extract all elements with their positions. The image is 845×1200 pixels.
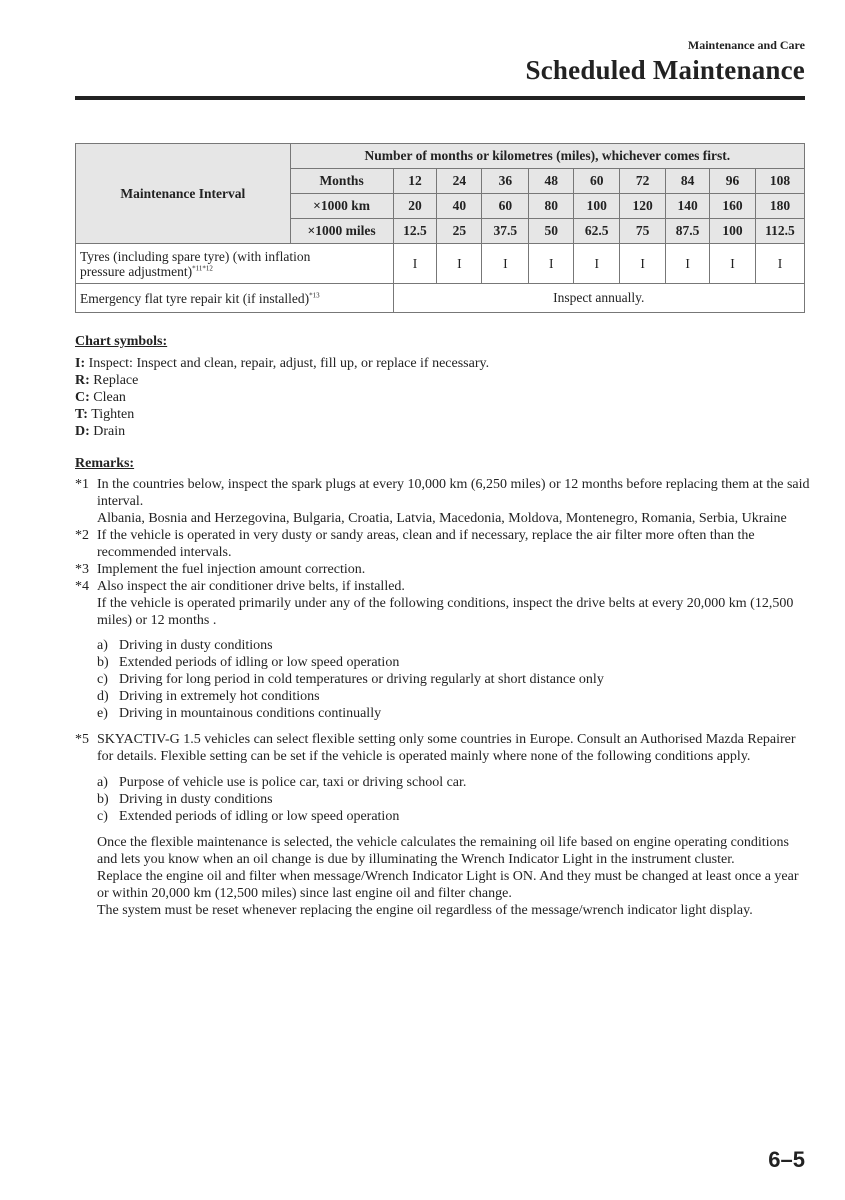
symbol-key: R:: [75, 373, 90, 388]
table-cell: 36: [482, 169, 529, 194]
footnote-ref: *11*12: [192, 264, 213, 272]
header-rule: [75, 96, 805, 100]
table-cell: 24: [437, 169, 482, 194]
table-cell: 62.5: [574, 219, 620, 244]
table-cell: 60: [574, 169, 620, 194]
list-mark: c): [97, 672, 108, 687]
table-cell: 96: [710, 169, 756, 194]
row-label: Months: [290, 169, 393, 194]
table-cell: 140: [666, 194, 710, 219]
list-text: Extended periods of idling or low speed operation: [119, 655, 400, 670]
table-cell: 160: [710, 194, 756, 219]
table-cell: 180: [755, 194, 804, 219]
interval-header: Maintenance Interval: [76, 144, 291, 244]
item-label: [76, 284, 394, 313]
symbol-text: Clean: [89, 390, 126, 405]
table-cell: 40: [437, 194, 482, 219]
condition-item: [97, 671, 810, 688]
tyres-row: [76, 244, 805, 284]
symbol-text: Drain: [89, 424, 126, 439]
remark-5: [75, 731, 810, 919]
remark-paragraph: Once the flexible maintenance is selected, the vehicle calculates the remaining oil life based on engine operating conditions and lets you know when an oil change is due by illuminating the Wrench Indicator Light in the instrument cluster.: [97, 835, 789, 867]
list-text: Purpose of vehicle use is police car, taxi or driving school car.: [119, 775, 467, 790]
list-text: Driving in extremely hot conditions: [119, 689, 320, 704]
table-cell: 12: [393, 169, 437, 194]
table-cell: I: [393, 244, 437, 284]
table-cell: 20: [393, 194, 437, 219]
remark-4: [75, 578, 810, 722]
remark-countries: Albania, Bosnia and Herzegovina, Bulgaria, Croatia, Latvia, Macedonia, Moldova, Montenegro, Romania, Serbia, Ukraine: [97, 511, 787, 526]
table-cell: 72: [620, 169, 666, 194]
table-cell: 75: [620, 219, 666, 244]
chart-symbols-heading: Chart symbols:: [75, 334, 168, 349]
table-cell: 100: [574, 194, 620, 219]
symbol-item: [75, 389, 810, 406]
table-cell: Inspect annually.: [393, 284, 805, 313]
table-cell: 25: [437, 219, 482, 244]
symbol-text: Tighten: [87, 407, 135, 422]
item-label-line2: pressure adjustment): [80, 263, 193, 279]
list-text: Driving in dusty conditions: [119, 638, 273, 653]
table-cell: 50: [529, 219, 574, 244]
remark-text: In the countries below, inspect the spark plugs at every 10,000 km (6,250 miles) or 12 months before replacing them at the said interval.: [97, 477, 810, 509]
list-text: Driving in dusty conditions: [119, 792, 273, 807]
remark-mark: *2: [75, 528, 89, 543]
list-mark: d): [97, 689, 109, 704]
table-cell: 120: [620, 194, 666, 219]
table-cell: 37.5: [482, 219, 529, 244]
table-cell: 48: [529, 169, 574, 194]
section-header: Maintenance and Care: [687, 38, 805, 52]
condition-item: [97, 774, 810, 791]
remark-2: [75, 527, 810, 561]
list-mark: a): [97, 638, 108, 653]
row-label: ×1000 miles: [290, 219, 393, 244]
symbol-text: Replace: [89, 373, 139, 388]
table-cell: 87.5: [666, 219, 710, 244]
list-mark: c): [97, 809, 108, 824]
symbol-key: C:: [75, 390, 90, 405]
list-mark: b): [97, 792, 109, 807]
item-label-line1: Tyres (including spare tyre) (with inflation: [80, 248, 311, 264]
item-label-text: Emergency flat tyre repair kit (if installed): [80, 290, 310, 306]
table-cell: I: [437, 244, 482, 284]
list-text: Driving for long period in cold temperatures or driving regularly at short distance only: [119, 672, 604, 687]
condition-item: [97, 654, 810, 671]
list-mark: b): [97, 655, 109, 670]
page-number: 6–5: [768, 1147, 805, 1172]
condition-item: [97, 808, 810, 825]
remark-mark: *4: [75, 579, 89, 594]
table-cell: 100: [710, 219, 756, 244]
list-text: Extended periods of idling or low speed operation: [119, 809, 400, 824]
table-cell: I: [755, 244, 804, 284]
table-cell: 12.5: [393, 219, 437, 244]
remark-text: Also inspect the air conditioner drive belts, if installed.: [97, 579, 405, 594]
table-cell: 112.5: [755, 219, 804, 244]
page-title: Scheduled Maintenance: [525, 55, 805, 85]
symbol-key: T:: [75, 407, 88, 422]
maintenance-table: [75, 143, 805, 313]
row-label: ×1000 km: [290, 194, 393, 219]
remark-1: [75, 476, 810, 527]
list-mark: a): [97, 775, 108, 790]
table-cell: I: [574, 244, 620, 284]
condition-item: [97, 688, 810, 705]
symbol-item: [75, 406, 810, 423]
item-label: [76, 244, 394, 284]
remark-text: If the vehicle is operated primarily under any of the following conditions, inspect the drive belts at every 20,000 km (12,500 miles) or 12 months .: [97, 596, 794, 628]
repair-kit-row: [76, 284, 805, 313]
remark-text: SKYACTIV-G 1.5 vehicles can select flexible setting only some countries in Europe. Consult an Authorised Mazda Repairer for details. Flexible setting can be set if the vehicle is operated mainly where none of the following conditions apply.: [97, 732, 796, 764]
symbol-item: [75, 372, 810, 389]
table-cell: I: [666, 244, 710, 284]
remark-text: If the vehicle is operated in very dusty or sandy areas, clean and if necessary, replace the air filter more often than the recommended intervals.: [97, 528, 755, 560]
remark-mark: *5: [75, 732, 89, 747]
remark-paragraph: The system must be reset whenever replacing the engine oil regardless of the message/wrench indicator light display.: [97, 903, 753, 918]
condition-item: [97, 705, 810, 722]
symbol-key: I:: [75, 356, 86, 371]
remark-text: Implement the fuel injection amount correction.: [97, 562, 366, 577]
remark-mark: *1: [75, 477, 89, 492]
condition-item: [97, 637, 810, 654]
table-cell: I: [529, 244, 574, 284]
symbol-item: [75, 423, 810, 440]
table-cell: 80: [529, 194, 574, 219]
table-cell: I: [482, 244, 529, 284]
table-cell: I: [710, 244, 756, 284]
list-text: Driving in mountainous conditions continually: [119, 706, 382, 721]
table-cell: I: [620, 244, 666, 284]
remarks-heading: Remarks:: [75, 456, 135, 471]
remark-paragraph: Replace the engine oil and filter when message/Wrench Indicator Light is ON. And they must be changed at least once a year or within 20,000 km (12,500 miles) since last engine oil and filter change.: [97, 869, 799, 901]
condition-item: [97, 791, 810, 808]
footnote-ref: *13: [309, 291, 320, 299]
list-mark: e): [97, 706, 108, 721]
table-cell: 108: [755, 169, 804, 194]
symbol-item: [75, 355, 810, 372]
symbol-key: D:: [75, 424, 90, 439]
notes-content: [75, 333, 810, 919]
remark-3: [75, 561, 810, 578]
table-cell: 84: [666, 169, 710, 194]
table-cell: 60: [482, 194, 529, 219]
symbol-text: Inspect: Inspect and clean, repair, adjust, fill up, or replace if necessary.: [85, 356, 490, 371]
span-header: Number of months or kilometres (miles), whichever comes first.: [290, 144, 804, 169]
remark-mark: *3: [75, 562, 89, 577]
